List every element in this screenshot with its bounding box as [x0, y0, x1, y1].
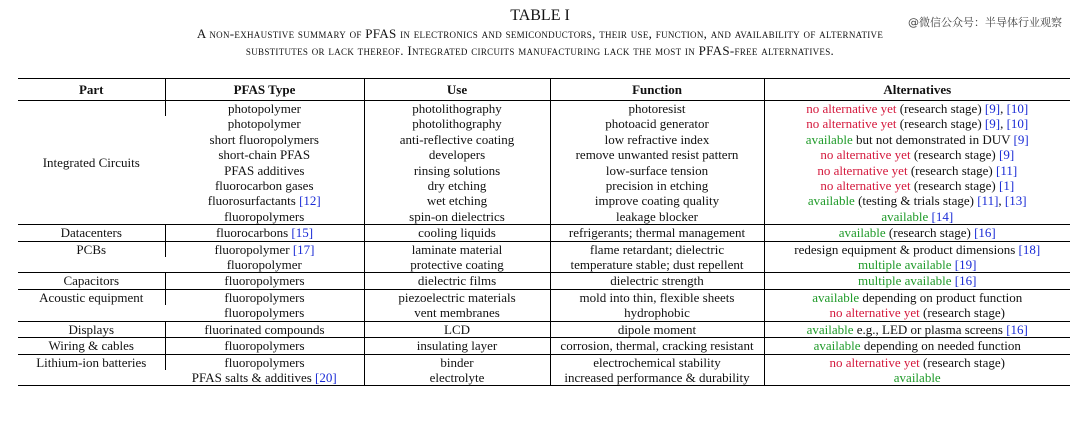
available-text: available	[881, 208, 929, 224]
citation-link[interactable]: [1]	[999, 178, 1015, 194]
pfas-type-text: fluoropolymers	[224, 273, 305, 289]
citation-link[interactable]: [20]	[315, 369, 337, 385]
alternatives-cell	[764, 101, 1070, 117]
table-group	[18, 338, 1070, 354]
use-cell: dry etching	[364, 178, 550, 193]
citation-link[interactable]: [11]	[977, 193, 999, 209]
table-row	[18, 178, 1070, 193]
no-alternative-text: no alternative yet	[817, 162, 908, 178]
function-cell: temperature stable; dust repellent	[550, 257, 764, 273]
table-row	[18, 209, 1070, 225]
citation-link[interactable]: [18]	[1018, 241, 1041, 257]
pfas-type-text: photopolymer	[228, 101, 301, 116]
alternatives-text: (research stage)	[919, 305, 1005, 321]
alternatives-cell	[764, 209, 1070, 225]
alternatives-text: e.g., LED or plasma screens	[853, 321, 1007, 337]
table-row	[18, 338, 1070, 354]
alternatives-cell	[764, 163, 1070, 178]
use-cell: developers	[364, 147, 550, 162]
alternatives-text: (research stage)	[896, 101, 985, 116]
alternatives-cell	[764, 289, 1070, 305]
citation-link[interactable]: [9]	[999, 147, 1015, 163]
pfas-type-text: fluoropolymers	[224, 338, 305, 354]
pfas-type-cell	[165, 209, 364, 225]
alternatives-cell	[764, 225, 1070, 241]
pfas-type-text: fluorocarbons	[215, 225, 292, 241]
available-text: available	[838, 225, 886, 241]
alternatives-text: depending on needed function	[860, 338, 1021, 354]
function-cell: dipole moment	[550, 321, 764, 337]
available-text: available	[812, 289, 860, 305]
pfas-type-text: fluorosurfactants	[207, 193, 300, 209]
table-group	[18, 354, 1070, 386]
citation-link[interactable]: [19]	[954, 257, 977, 273]
alternatives-cell	[764, 338, 1070, 354]
table-row	[18, 241, 1070, 257]
table-row	[18, 370, 1070, 386]
table-row	[18, 257, 1070, 273]
alternatives-text: ,	[998, 193, 1005, 209]
alternatives-text: (research stage)	[919, 354, 1005, 370]
pfas-type-text: fluoropolymers	[224, 305, 305, 321]
function-cell: corrosion, thermal, cracking resistant	[550, 338, 764, 354]
citation-link[interactable]: [12]	[299, 193, 321, 209]
pfas-type-text: fluorocarbon gases	[214, 178, 314, 194]
alternatives-text: depending on product function	[859, 289, 1023, 305]
part-cell: Capacitors	[63, 273, 120, 289]
function-cell: low-surface tension	[550, 163, 764, 178]
available-text: available	[806, 321, 854, 337]
function-cell: improve coating quality	[550, 193, 764, 208]
pfas-type-cell	[165, 178, 364, 193]
pfas-type-cell	[165, 257, 364, 273]
pfas-type-cell	[165, 354, 364, 370]
header-part: Part	[78, 81, 104, 97]
use-cell: photolithography	[364, 116, 550, 131]
pfas-type-text: PFAS salts & additives	[191, 369, 316, 385]
use-cell: piezoelectric materials	[364, 289, 550, 305]
pfas-type-cell	[165, 147, 364, 162]
alternatives-cell	[764, 305, 1070, 321]
pfas-type-cell	[165, 193, 364, 208]
function-cell: dielectric strength	[550, 273, 764, 289]
function-cell: electrochemical stability	[550, 354, 764, 370]
pfas-type-text: PFAS additives	[224, 162, 305, 178]
use-cell: LCD	[364, 321, 550, 337]
citation-link[interactable]: [9]	[984, 101, 1001, 116]
alternatives-cell	[764, 321, 1070, 337]
no-alternative-text: no alternative yet	[820, 178, 911, 194]
citation-link[interactable]: [10]	[1006, 116, 1029, 132]
table-group	[18, 289, 1070, 321]
alternatives-cell	[764, 116, 1070, 131]
alternatives-cell	[764, 370, 1070, 386]
header-alternatives: Alternatives	[764, 79, 1070, 101]
available-text: multiple available	[858, 257, 952, 273]
alternatives-text: but not demonstrated in DUV	[852, 131, 1014, 147]
available-text: available	[813, 338, 861, 354]
alternatives-text: ,	[1000, 101, 1007, 116]
table-group	[18, 273, 1070, 289]
function-cell: precision in etching	[550, 178, 764, 193]
pfas-type-cell	[165, 273, 364, 289]
alternatives-cell	[764, 273, 1070, 289]
use-cell: insulating layer	[364, 338, 550, 354]
table-header	[18, 79, 1070, 101]
function-cell: low refractive index	[550, 132, 764, 147]
caption-text	[0, 25, 1080, 59]
table-row	[18, 225, 1070, 241]
alternatives-text: (research stage)	[896, 116, 985, 132]
function-cell: refrigerants; thermal management	[550, 225, 764, 241]
part-cell: Lithium-ion batteries	[36, 354, 147, 370]
pfas-summary-table	[18, 78, 1070, 386]
function-cell: increased performance & durability	[550, 370, 764, 386]
table-group	[18, 241, 1070, 273]
alternatives-text: (research stage)	[910, 147, 999, 163]
use-cell: spin-on dielectrics	[364, 209, 550, 225]
pfas-type-cell	[165, 370, 364, 386]
part-cell: Datacenters	[60, 225, 122, 241]
pfas-type-text: short fluoropolymers	[209, 131, 319, 147]
function-cell: flame retardant; dielectric	[550, 241, 764, 257]
pfas-type-cell	[165, 116, 364, 131]
alternatives-cell	[764, 178, 1070, 193]
use-cell: laminate material	[364, 241, 550, 257]
table-group	[18, 101, 1070, 225]
table-row	[18, 305, 1070, 321]
citation-link[interactable]: [16]	[1006, 321, 1028, 337]
function-cell: leakage blocker	[550, 209, 764, 225]
pfas-type-cell	[165, 132, 364, 147]
citation-link[interactable]: [9]	[1013, 131, 1029, 147]
pfas-type-cell	[165, 241, 364, 257]
alternatives-text: (research stage)	[885, 225, 975, 241]
pfas-type-cell	[165, 225, 364, 241]
citation-link[interactable]: [16]	[974, 225, 996, 241]
citation-link[interactable]: [17]	[292, 241, 315, 257]
no-alternative-text: no alternative yet	[829, 354, 920, 370]
no-alternative-text: no alternative yet	[820, 147, 911, 163]
alternatives-text: (research stage)	[910, 178, 999, 194]
pfas-type-text: fluoropolymers	[224, 208, 305, 224]
use-cell: dielectric films	[364, 273, 550, 289]
citation-link[interactable]: [11]	[995, 162, 1018, 178]
use-cell: binder	[364, 354, 550, 370]
alternatives-text: ,	[1000, 116, 1007, 132]
available-text: available	[893, 369, 941, 385]
caption-line-1: A non-exhaustive summary of PFAS in electronics and semiconductors, their use, function, and availability of alternative	[196, 26, 884, 41]
table-row	[18, 147, 1070, 162]
citation-link[interactable]: [13]	[1004, 193, 1027, 209]
alternatives-cell	[764, 257, 1070, 273]
table-row	[18, 321, 1070, 337]
use-cell: photolithography	[364, 101, 550, 117]
pfas-type-text: short-chain PFAS	[218, 147, 311, 163]
use-cell: cooling liquids	[364, 225, 550, 241]
part-cell: PCBs	[76, 241, 107, 257]
table-row	[18, 132, 1070, 147]
alternatives-cell	[764, 241, 1070, 257]
table-row	[18, 354, 1070, 370]
alternatives-cell	[764, 193, 1070, 208]
table-label: TABLE I	[510, 7, 570, 24]
use-cell: rinsing solutions	[364, 163, 550, 178]
header-pfas-type: PFAS Type	[165, 79, 364, 101]
no-alternative-text: no alternative yet	[806, 101, 897, 116]
pfas-type-text: fluoropolymer	[226, 257, 302, 273]
caption-line-2: substitutes or lack thereof. Integrated circuits manufacturing lack the most in PFAS-free alternatives.	[245, 43, 835, 58]
header-row	[18, 79, 1070, 101]
pfas-type-cell	[165, 321, 364, 337]
header-function: Function	[550, 79, 764, 101]
use-cell: anti-reflective coating	[364, 132, 550, 147]
pfas-type-cell	[165, 101, 364, 117]
use-cell: protective coating	[364, 257, 550, 273]
pfas-type-text: fluoropolymer	[214, 241, 293, 257]
available-text: available	[807, 193, 855, 209]
table-row	[18, 163, 1070, 178]
function-cell: mold into thin, flexible sheets	[550, 289, 764, 305]
pfas-type-text: photopolymer	[227, 116, 301, 132]
use-cell: vent membranes	[364, 305, 550, 321]
available-text: available	[805, 131, 853, 147]
citation-link[interactable]: [15]	[291, 225, 314, 241]
alternatives-cell	[764, 354, 1070, 370]
no-alternative-text: no alternative yet	[829, 305, 920, 321]
table-row	[18, 273, 1070, 289]
use-cell: wet etching	[364, 193, 550, 208]
part-cell: Displays	[68, 321, 114, 337]
citation-link[interactable]: [9]	[984, 116, 1001, 132]
citation-link[interactable]: [16]	[954, 273, 977, 289]
pfas-type-cell	[165, 305, 364, 321]
table-group	[18, 225, 1070, 241]
watermark-text: @微信公众号：半导体行业观察	[908, 16, 1062, 29]
function-cell: remove unwanted resist pattern	[550, 147, 764, 162]
pfas-type-cell	[165, 163, 364, 178]
function-cell: photoresist	[550, 101, 764, 117]
header-use: Use	[364, 79, 550, 101]
function-cell: photoacid generator	[550, 116, 764, 131]
available-text: multiple available	[858, 273, 952, 289]
alternatives-cell	[764, 132, 1070, 147]
alternatives-cell	[764, 147, 1070, 162]
table-row	[18, 101, 1070, 117]
citation-link[interactable]: [10]	[1006, 101, 1029, 116]
part-cell: Integrated Circuits	[42, 154, 140, 170]
function-cell: hydrophobic	[550, 305, 764, 321]
alternatives-text: redesign equipment & product dimensions	[794, 241, 1019, 257]
table-row	[18, 289, 1070, 305]
citation-link[interactable]: [14]	[931, 208, 954, 224]
pfas-type-cell	[165, 289, 364, 305]
table-group	[18, 321, 1070, 337]
table-row	[18, 116, 1070, 131]
no-alternative-text: no alternative yet	[806, 116, 897, 132]
pfas-type-text: fluorinated compounds	[204, 321, 325, 337]
table-row	[18, 193, 1070, 208]
use-cell: electrolyte	[364, 370, 550, 386]
pfas-type-cell	[165, 338, 364, 354]
alternatives-text: (research stage)	[907, 162, 996, 178]
part-cell: Acoustic equipment	[39, 289, 144, 305]
alternatives-text: (testing & trials stage)	[854, 193, 978, 209]
part-cell: Wiring & cables	[48, 338, 134, 354]
pfas-type-text: fluoropolymers	[224, 354, 305, 370]
pfas-type-text: fluoropolymers	[224, 289, 305, 305]
